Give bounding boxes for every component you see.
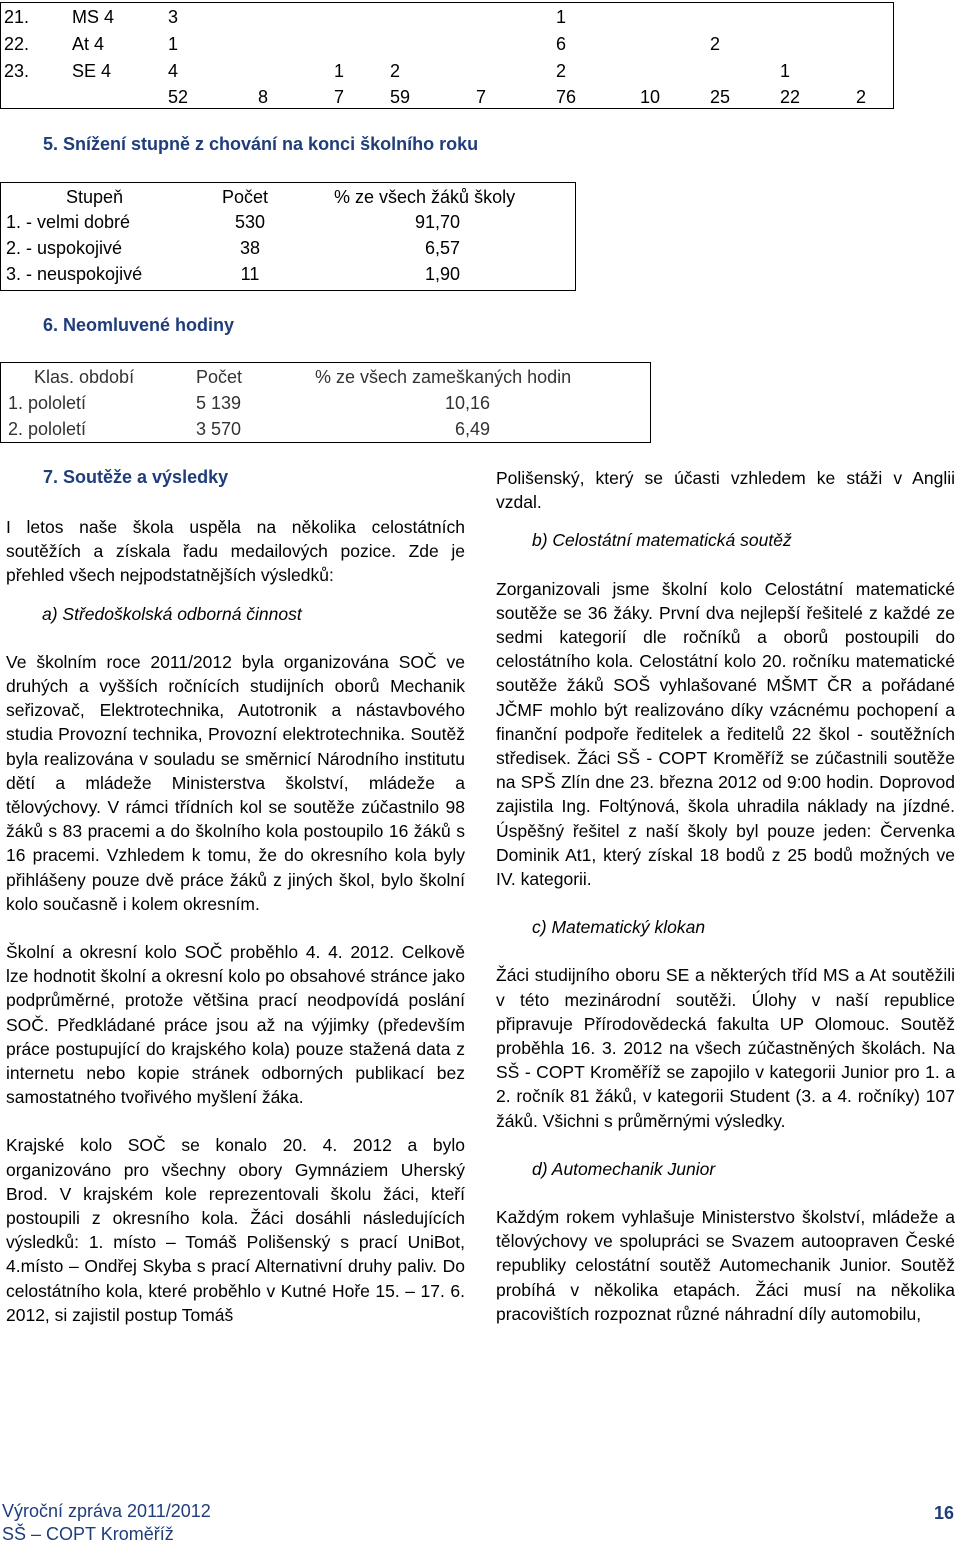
section-5-cell: 6,57 bbox=[424, 238, 460, 258]
subsection-b-title: b) Celostátní matematická soutěž bbox=[532, 530, 792, 551]
top-table-cell: 4 bbox=[168, 61, 179, 81]
section-5-header-cell: Počet bbox=[222, 187, 269, 207]
top-table-cell: 7 bbox=[334, 87, 345, 107]
subsection-a-paragraph-3: Krajské kolo SOČ se konalo 20. 4. 2012 a bylo organizováno pro všechny obory Gymnáziem Uherský Brod. V krajském kole reprezentovali školu žáci, kteří postoupili z okresního kola. Žáci dosáhli následujících výsledků: 1. místo – Tomáš Polišenský s prací UniBot, 4.místo – Ondřej Skyba s prací Alternativní druhy paliv. Do celostátního kola, které proběhlo v Kutné Hoře 15. – 17. 6. 2012, si zajistil postup Tomáš bbox=[6, 1135, 465, 1325]
left-column bbox=[6, 515, 465, 1327]
section-5-cell: 38 bbox=[239, 238, 261, 258]
right-column bbox=[496, 466, 955, 1326]
section-6-cell: 10,16 bbox=[444, 393, 490, 413]
top-table-cell: 1 bbox=[334, 61, 345, 81]
top-table-cell: 22 bbox=[780, 87, 801, 107]
section-5-cell: 1,90 bbox=[424, 264, 460, 284]
subsection-d-title: d) Automechanik Junior bbox=[532, 1158, 716, 1179]
subsection-b-paragraph: Zorganizovali jsme školní kolo Celostátní matematické soutěže se 36 žáky. První dva nejlepší řešitelé z každé ze sedmi kategorií dle ročníků a oborů postoupili do celostátního kola. Celostátní kolo 20. ročníku matematické soutěže žáků SOŠ vyhlašované MŠMT ČR a pořádané JČMF mohlo být realizováno díky vzácnému pochopení a finanční podpoře ředitelek a ředitelů 22 škol - soutěžních středisek. Žáci SŠ - COPT Kroměříž se zúčastnili soutěže na SPŠ Zlín dne 23. března 2012 od 9:00 hodin. Doprovod zajistila Ing. Foltýnová, škola uhradila náklady na jízdné. Úspěšný řešitel z naší školy byl pouze jeden: Červenka Dominik At1, který získal 18 bodů z 25 bodů možných ve IV. kategorii. bbox=[496, 578, 955, 890]
top-table-cell: 21. bbox=[4, 7, 30, 27]
top-table-cell: 22. bbox=[4, 34, 30, 54]
subsection-a-paragraph-1: Ve školním roce 2011/2012 byla organizována SOČ ve druhých a vyšších ročnících studijních oborů Mechanik seřizovač, Elektrotechnika, Autotronik a nástavbového studia Provozní technika, Provozní elektrotechnika. Soutěž byla realizována v souladu se směrnicí Národního institutu dětí a mládeže Ministerstva školství, mládeže a tělovýchovy. V rámci třídních kol se soutěže zúčastnilo 98 žáků s 83 pracemi a do školního kola postoupilo 16 žáků s 16 pracemi. Vzhledem k tomu, že do okresního kola byly přihlášeny pouze dvě práce žáků z jiných škol, bylo školní kolo současně i kolem okresním. bbox=[6, 651, 465, 914]
top-table-cell: 8 bbox=[258, 87, 269, 107]
top-table-cell: 59 bbox=[390, 87, 411, 107]
footer-report-title: Výroční zpráva 2011/2012 bbox=[2, 1501, 211, 1521]
section-7-heading: 7. Soutěže a výsledky bbox=[43, 467, 229, 487]
top-table-cell: 23. bbox=[4, 61, 30, 81]
top-table-cell: 10 bbox=[640, 87, 661, 107]
subsection-a-title: a) Středoškolská odborná činnost bbox=[42, 603, 302, 624]
top-table-cell: 7 bbox=[476, 87, 487, 107]
section-5-cell: 1. - velmi dobré bbox=[6, 212, 131, 232]
section-6-header-cell: % ze všech zameškaných hodin bbox=[315, 367, 572, 387]
top-table-cell: 1 bbox=[556, 7, 567, 27]
top-table-cell: 2 bbox=[710, 34, 721, 54]
top-table-cell: 76 bbox=[556, 87, 577, 107]
section-6-header-cell: Počet bbox=[196, 367, 243, 387]
top-table-cell: SE 4 bbox=[72, 61, 112, 81]
section-6-cell: 3 570 bbox=[196, 419, 242, 439]
section-6-heading: 6. Neomluvené hodiny bbox=[43, 315, 235, 335]
top-table-cell: At 4 bbox=[72, 34, 105, 54]
top-table-cell: 3 bbox=[168, 7, 179, 27]
footer-school-name: SŠ – COPT Kroměříž bbox=[2, 1524, 174, 1544]
top-table-cell: 6 bbox=[556, 34, 567, 54]
section-5-cell: 3. - neuspokojivé bbox=[6, 264, 143, 284]
top-table-cell: 1 bbox=[780, 61, 791, 81]
section-6-cell: 5 139 bbox=[196, 393, 242, 413]
subsection-c-title: c) Matematický klokan bbox=[532, 917, 706, 938]
section-6-header-cell: Klas. období bbox=[34, 367, 135, 387]
subsection-a-continued: Polišenský, který se účasti vzhledem ke stáži v Anglii vzdal. bbox=[496, 468, 955, 513]
subsection-d-paragraph: Každým rokem vyhlašuje Ministerstvo školství, mládeže a tělovýchovy ve spolupráci se Svazem autoopraven České republiky celostátní soutěž Automechanik Junior. Soutěž probíhá v několika etapách. Žáci musí na několika pracovištích rozpoznat různé náhradní díly automobilu, bbox=[496, 1207, 955, 1324]
top-table-cell: 2 bbox=[556, 61, 567, 81]
top-table-cell: 25 bbox=[710, 87, 731, 107]
section-5-heading: 5. Snížení stupně z chování na konci školního roku bbox=[43, 134, 479, 154]
section-7-intro: I letos naše škola uspěla na několika celostátních soutěžích a získala řadu medailových pozice. Zde je přehled všech nejpodstatnějších výsledků: bbox=[6, 517, 465, 586]
page-number: 16 bbox=[933, 1503, 954, 1523]
section-6-cell: 1. pololetí bbox=[8, 393, 87, 413]
section-5-header-cell: Stupeň bbox=[66, 187, 124, 207]
section-5-cell: 2. - uspokojivé bbox=[6, 238, 123, 258]
top-table-cell: 1 bbox=[168, 34, 179, 54]
top-table-cell: MS 4 bbox=[72, 7, 115, 27]
top-table-cell: 2 bbox=[390, 61, 401, 81]
section-5-cell: 530 bbox=[234, 212, 266, 232]
section-5-cell: 91,70 bbox=[414, 212, 460, 232]
subsection-c-paragraph: Žáci studijního oboru SE a některých tříd MS a At soutěžili v této mezinárodní soutěži. Úlohy v naší republice připravuje Přírodovědecká fakulta UP Olomouc. Soutěž proběhla 16. 3. 2012 na všech zúčastněných školách. Na SŠ - COPT Kroměříž se zapojilo v kategorii Junior pro 1. a 2. ročník 81 žáků, v kategorii Student (3. a 4. ročníky) 107 žáků. Všichni s průměrnými výsledky. bbox=[496, 965, 955, 1131]
top-table-cell: 52 bbox=[168, 87, 189, 107]
top-table-cell: 2 bbox=[856, 87, 867, 107]
section-5-cell: 11 bbox=[240, 264, 260, 284]
section-6-cell: 2. pololetí bbox=[8, 419, 87, 439]
section-6-cell: 6,49 bbox=[454, 419, 490, 439]
subsection-a-paragraph-2: Školní a okresní kolo SOČ proběhlo 4. 4. 2012. Celkově lze hodnotit školní a okresní kolo po obsahové stránce jako podprůměrné, protože většina prací neodpovídá poslání SOČ. Předkládané práce jsou až na výjimky (především práce postupující do krajského kola) pouze stažená data z internetu nebo kopie stránek odborných publikací bez samostatného tvořivého myšlení žáka. bbox=[6, 942, 465, 1108]
section-5-header-cell: % ze všech žáků školy bbox=[334, 187, 516, 207]
